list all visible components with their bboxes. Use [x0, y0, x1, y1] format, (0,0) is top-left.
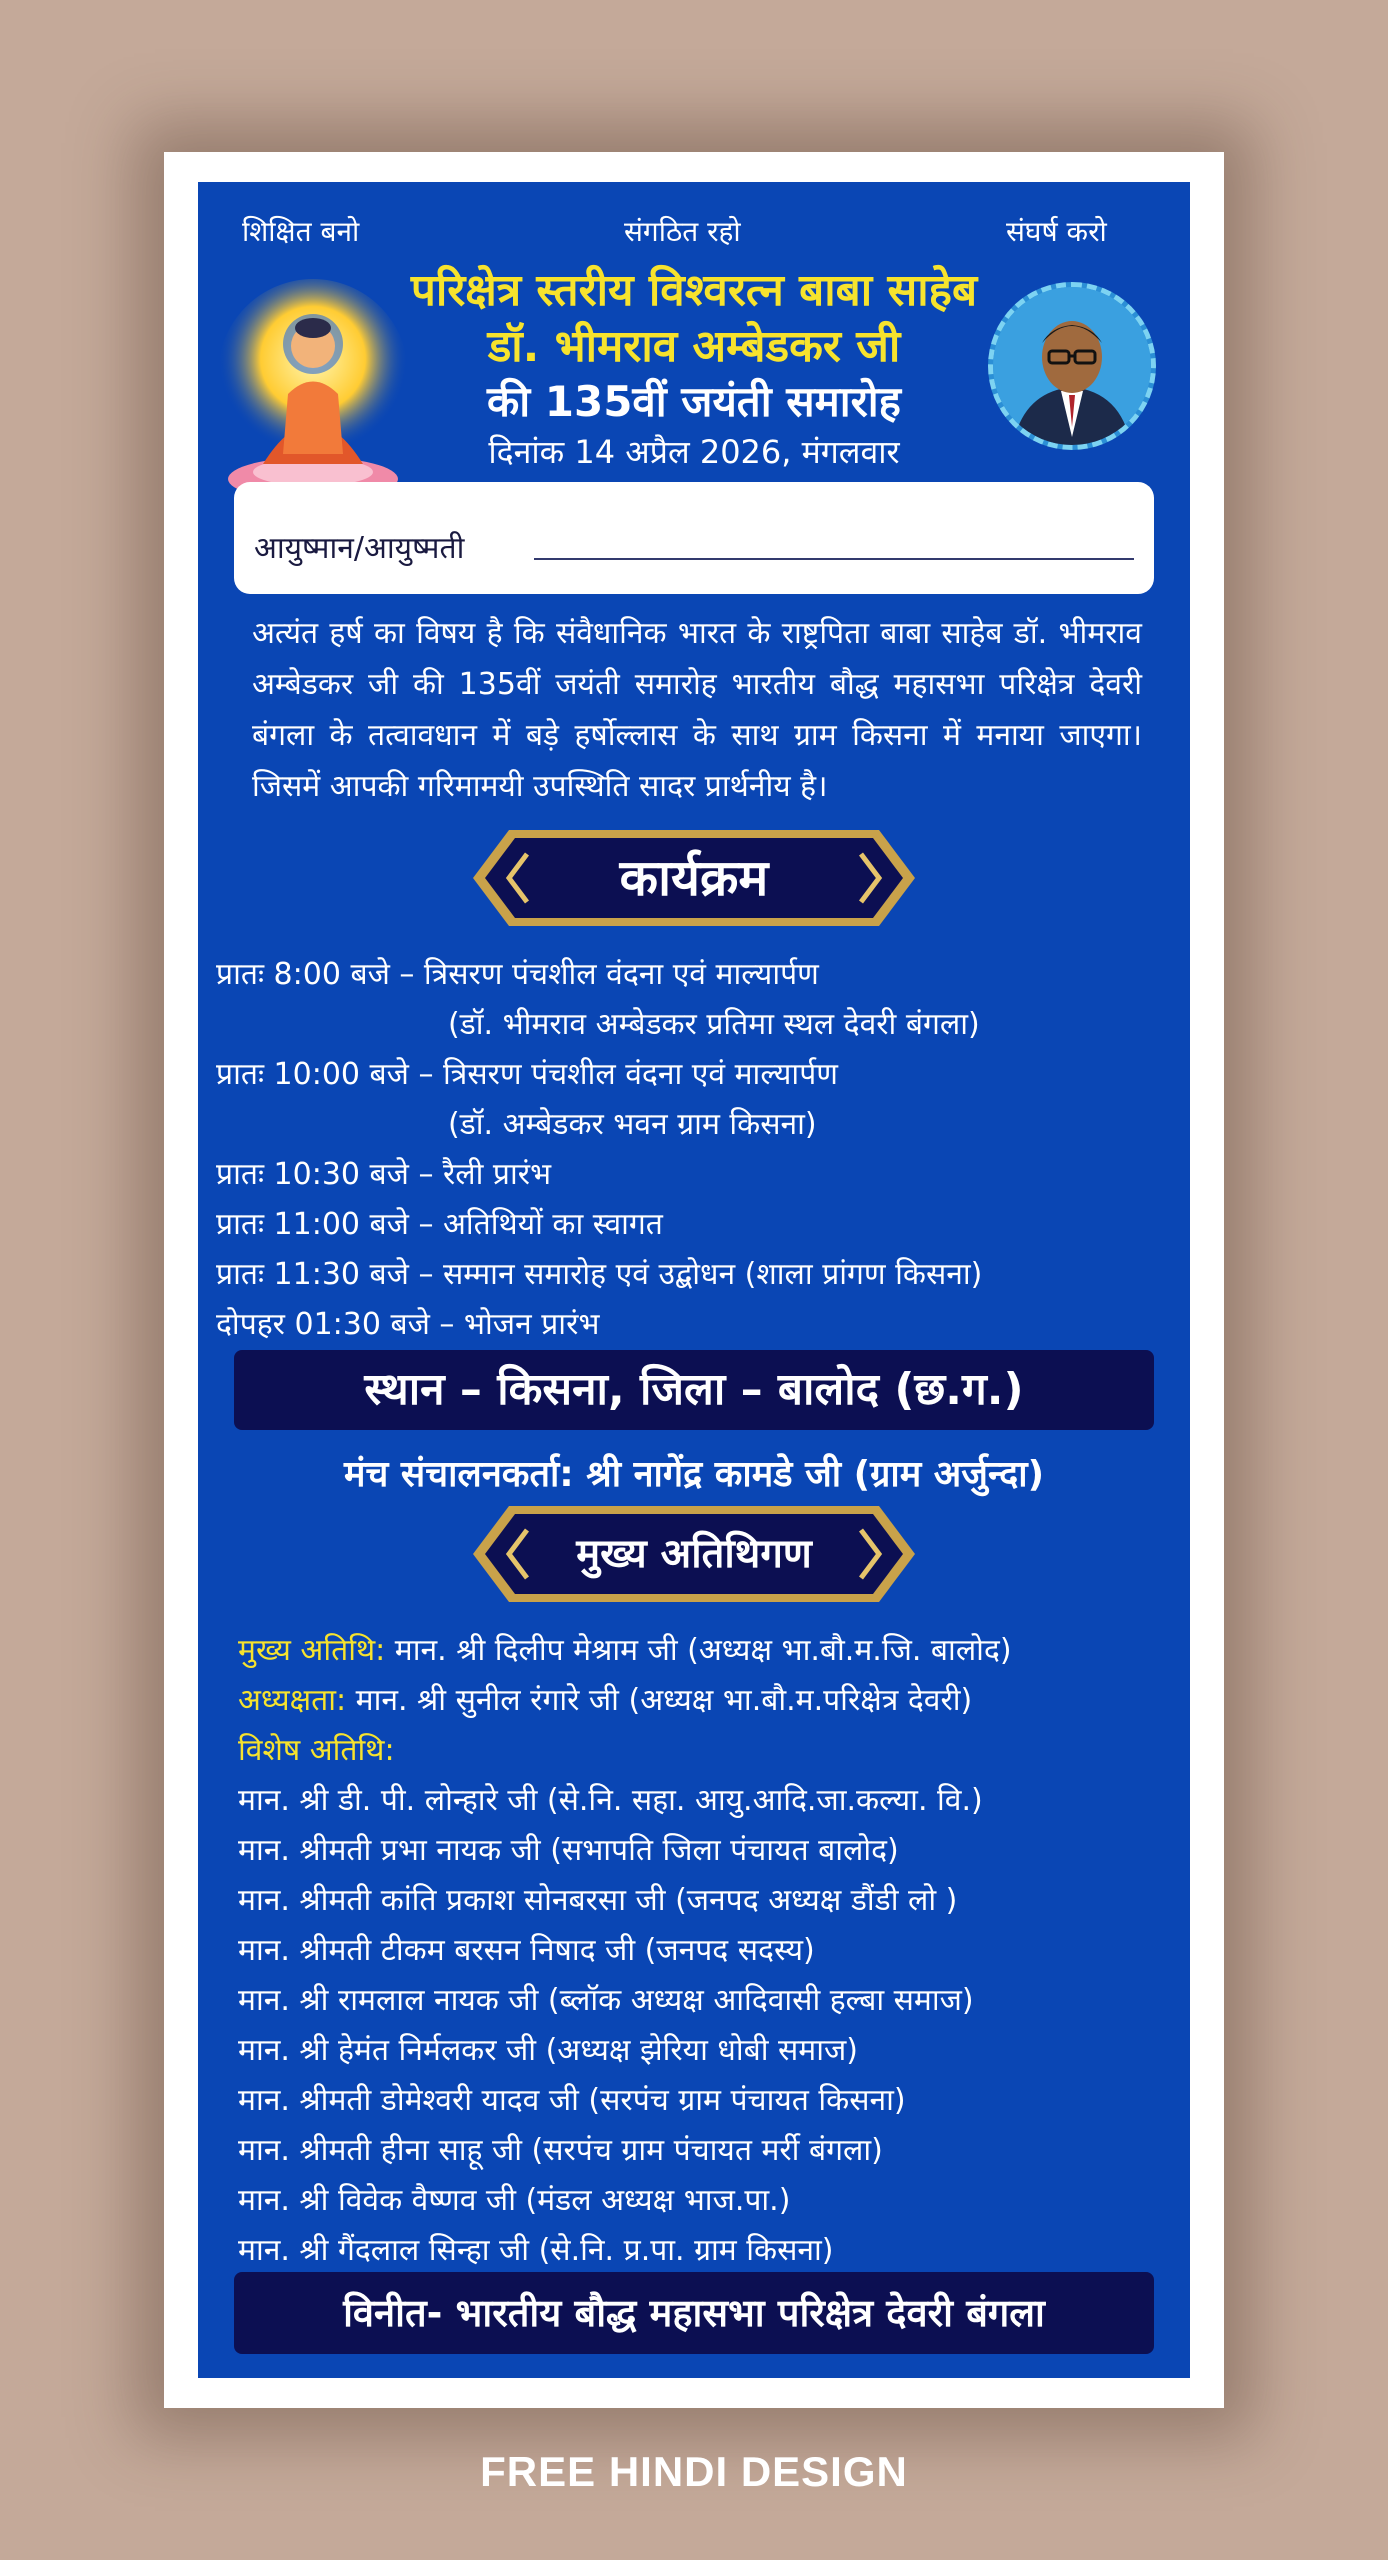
guests-banner [469, 1502, 919, 1606]
schedule-item: (डॉ. अम्बेडकर भवन ग्राम किसना) [448, 1107, 817, 1142]
schedule-item: प्रातः 10:00 बजे – त्रिसरण पंचशील वंदना एवं माल्यार्पण [216, 1057, 838, 1092]
schedule-item: प्रातः 10:30 बजे – रैली प्रारंभ [216, 1157, 552, 1192]
schedule-item: प्रातः 11:00 बजे – अतिथियों का स्वागत [216, 1207, 663, 1242]
special-guest: मान. श्री विवेक वैष्णव जी (मंडल अध्यक्ष भाज.पा.) [238, 2183, 791, 2218]
special-guest: मान. श्रीमती कांति प्रकाश सोनबरसा जी (जनपद अध्यक्ष डौंडी लो ) [238, 1883, 958, 1918]
special-guest: मान. श्रीमती हीना साहू जी (सरपंच ग्राम पंचायत मर्री बंगला) [238, 2133, 883, 2168]
slogan-educate: शिक्षित बनो [242, 215, 360, 248]
schedule-item: प्रातः 11:30 बजे – सम्मान समारोह एवं उद्बोधन (शाला प्रांगण किसना) [216, 1257, 983, 1292]
program-heading: कार्यक्रम [619, 849, 769, 907]
invitation-paragraph: अत्यंत हर्ष का विषय है कि संवैधानिक भारत के राष्ट्रपिता बाबा साहेब डॉ. भीमराव अम्बेडकर जी की 135वीं जयंती समारोह भारतीय बौद्ध महासभा परिक्षेत्र देवरी बंगला के तत्वावधान में बड़े हर्षोल्लास के साथ ग्राम किसना में मनाया जाएगा। जिसमें आपकी गरिमामयी उपस्थिति सादर प्रार्थनीय है। [252, 616, 1142, 804]
invitee-name-box [234, 482, 1154, 594]
special-guest: मान. श्री गैंदलाल सिन्हा जी (से.नि. प्र.पा. ग्राम किसना) [238, 2233, 834, 2268]
footer-text: विनीत- भारतीय बौद्ध महासभा परिक्षेत्र देवरी बंगला [343, 2291, 1045, 2335]
schedule-item: (डॉ. भीमराव अम्बेडकर प्रतिमा स्थल देवरी बंगला) [448, 1007, 980, 1042]
special-guests-label: विशेष अतिथि: [238, 1733, 395, 1768]
title-line-2: डॉ. भीमराव अम्बेडकर जी [487, 321, 901, 372]
invitee-name-line [534, 558, 1134, 560]
chief-guest-label: मुख्य अतिथि: [238, 1633, 386, 1668]
guests-heading: मुख्य अतिथिगण [576, 1531, 812, 1577]
chief-guest [238, 1628, 1012, 1669]
schedule-item: दोपहर 01:30 बजे – भोजन प्रारंभ [216, 1307, 600, 1342]
invitation-card [198, 182, 1190, 2378]
slogan-agitate: संघर्ष करो [1006, 215, 1107, 248]
chief-guest-name: मान. श्री दिलीप मेश्राम जी (अध्यक्ष भा.बौ.म.जि. बालोद) [385, 1633, 1012, 1668]
special-guest: मान. श्रीमती टीकम बरसन निषाद जी (जनपद सदस्य) [238, 1933, 815, 1968]
title-line-3: की 135वीं जयंती समारोह [487, 377, 901, 426]
president [238, 1678, 972, 1719]
venue-box [234, 1350, 1154, 1430]
president-name: मान. श्री सुनील रंगारे जी (अध्यक्ष भा.बौ.म.परिक्षेत्र देवरी) [346, 1683, 973, 1718]
president-label: अध्यक्षता: [238, 1683, 347, 1718]
footer-box [234, 2272, 1154, 2354]
program-banner [469, 826, 919, 930]
slogan-organize: संगठित रहो [624, 215, 741, 248]
special-guest: मान. श्रीमती डोमेश्वरी यादव जी (सरपंच ग्राम पंचायत किसना) [238, 2083, 906, 2118]
watermark: FREE HINDI DESIGN [480, 2448, 908, 2495]
schedule-item: प्रातः 8:00 बजे – त्रिसरण पंचशील वंदना एवं माल्यार्पण [216, 957, 819, 992]
special-guest: मान. श्री डी. पी. लोन्हारे जी (से.नि. सहा. आयु.आदि.जा.कल्या. वि.) [238, 1783, 983, 1818]
invitee-label: आयुष्मान/आयुष्मती [254, 531, 465, 566]
event-date: दिनांक 14 अप्रैल 2026, मंगलवार [488, 433, 900, 471]
special-guest: मान. श्रीमती प्रभा नायक जी (सभापति जिला पंचायत बालोद) [238, 1833, 899, 1868]
stage-anchor: मंच संचालनकर्ता: श्री नागेंद्र कामडे जी (ग्राम अर्जुन्दा) [343, 1454, 1045, 1495]
venue-text: स्थान – किसना, जिला – बालोद (छ.ग.) [364, 1364, 1024, 1415]
special-guest: मान. श्री हेमंत निर्मलकर जी (अध्यक्ष झेरिया धोबी समाज) [238, 2033, 858, 2068]
title-line-1: परिक्षेत्र स्तरीय विश्वरत्न बाबा साहेब [410, 265, 978, 316]
special-guest: मान. श्री रामलाल नायक जी (ब्लॉक अध्यक्ष आदिवासी हल्बा समाज) [238, 1983, 974, 2018]
